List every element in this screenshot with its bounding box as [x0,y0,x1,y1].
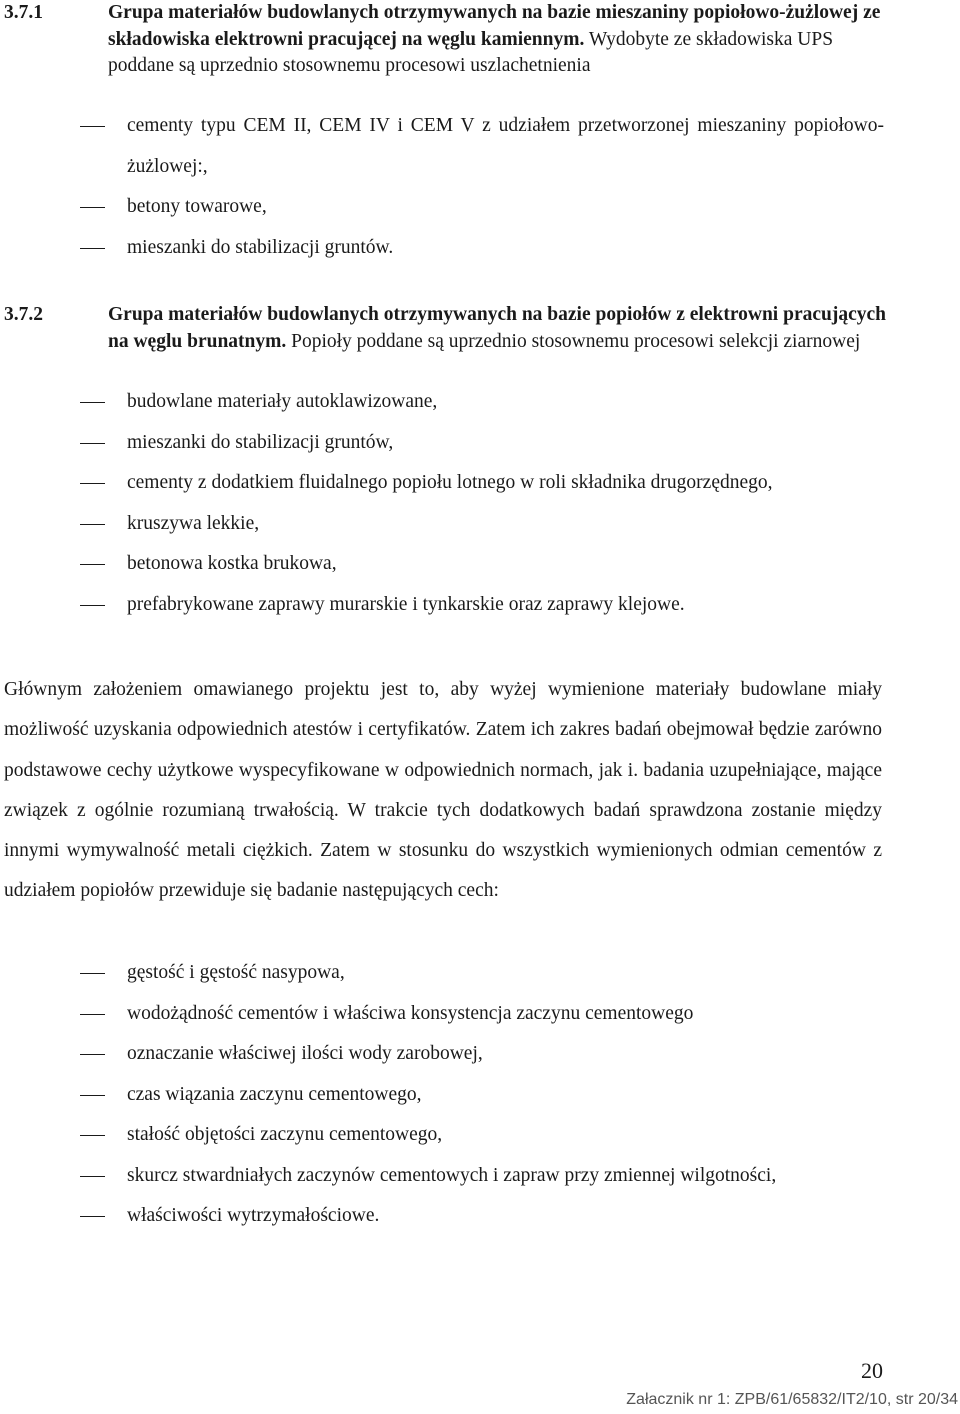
list-item: oznaczanie właściwej ilości wody zarobowej, [0,1034,890,1075]
properties-list [0,953,890,1237]
dash-bullet [80,402,105,403]
list-item: gęstość i gęstość nasypowa, [0,953,890,994]
dash-bullet [80,1176,105,1177]
list-item: betonowa kostka brukowa, [0,544,890,585]
dash-bullet [80,973,105,974]
dash-bullet [80,483,105,484]
list-item: właściwości wytrzymałościowe. [0,1196,890,1237]
list-item: wodożądność cementów i właściwa konsystencja zaczynu cementowego [0,994,890,1035]
section-text: Popioły poddane są uprzednio stosownemu procesowi selekcji ziarnowej [291,330,861,352]
dash-bullet [80,524,105,525]
list-item: mieszanki do stabilizacji gruntów. [0,228,890,269]
dash-bullet [80,605,105,606]
list-item: cementy z dodatkiem fluidalnego popiołu lotnego w roli składnika drugorzędnego, [0,463,890,504]
section-3-7-2 [0,302,890,355]
materials-list-2 [0,382,890,625]
materials-list-1 [0,106,890,268]
dash-bullet [80,207,105,208]
list-item: stałość objętości zaczynu cementowego, [0,1115,890,1156]
section-text: Wydobyte ze składowiska UPS poddane są uprzednio stosownemu procesowi uszlachetnienia [108,28,834,76]
section-body [108,302,890,355]
section-3-7-1 [0,0,890,80]
list-item: betony towarowe, [0,187,890,228]
list-item: budowlane materiały autoklawizowane, [0,382,890,423]
section-body [108,0,890,80]
dash-bullet [80,248,105,249]
dash-bullet [80,1014,105,1015]
dash-bullet [80,564,105,565]
list-item: skurcz stwardniałych zaczynów cementowych i zapraw przy zmiennej wilgotności, [0,1156,890,1197]
list-item: prefabrykowane zaprawy murarskie i tynkarskie oraz zaprawy klejowe. [0,585,890,626]
section-number: 3.7.1 [4,2,43,23]
section-heading: Grupa materiałów budowlanych otrzymywanych na bazie mieszaniny popiołowo-żużlowej ze składowiska elektrowni pracującej na węglu kamiennym. [108,2,881,50]
page-number: 20 [861,1358,883,1383]
section-heading: Grupa materiałów budowlanych otrzymywanych na bazie popiołów z elektrowni pracujących na węglu brunatnym. [108,304,887,352]
dash-bullet [80,443,105,444]
list-item: cementy typu CEM II, CEM IV i CEM V z udziałem przetworzonej mieszaniny popiołowo-żużlowej:, [0,106,890,187]
body-paragraph: Głównym założeniem omawianego projektu jest to, aby wyżej wymienione materiały budowlane miały możliwość uzyskania odpowiednich atestów i certyfikatów. Zatem ich zakres badań obejmował będzie zarówno podstawowe cechy użytkowe wyspecyfikowane w odpowiednich normach, jak i. badania uzupełniające, mające związek z ogólnie rozumianą trwałością. W trakcie tych dodatkowych badań sprawdzona zostanie między innymi wymywalność metali ciężkich. Zatem w stosunku do wszystkich wymienionych odmian cementów z udziałem popiołów przewiduje się badanie następujących cech: [4,679,882,902]
dash-bullet [80,1135,105,1136]
dash-bullet [80,1216,105,1217]
list-item: czas wiązania zaczynu cementowego, [0,1075,890,1116]
list-item: kruszywa lekkie, [0,504,890,545]
section-number: 3.7.2 [4,304,43,325]
dash-bullet [80,1095,105,1096]
list-item: mieszanki do stabilizacji gruntów, [0,423,890,464]
dash-bullet [80,126,105,127]
dash-bullet [80,1054,105,1055]
page-footer: Załacznik nr 1: ZPB/61/65832/IT2/10, str 20/34 [626,1391,958,1408]
